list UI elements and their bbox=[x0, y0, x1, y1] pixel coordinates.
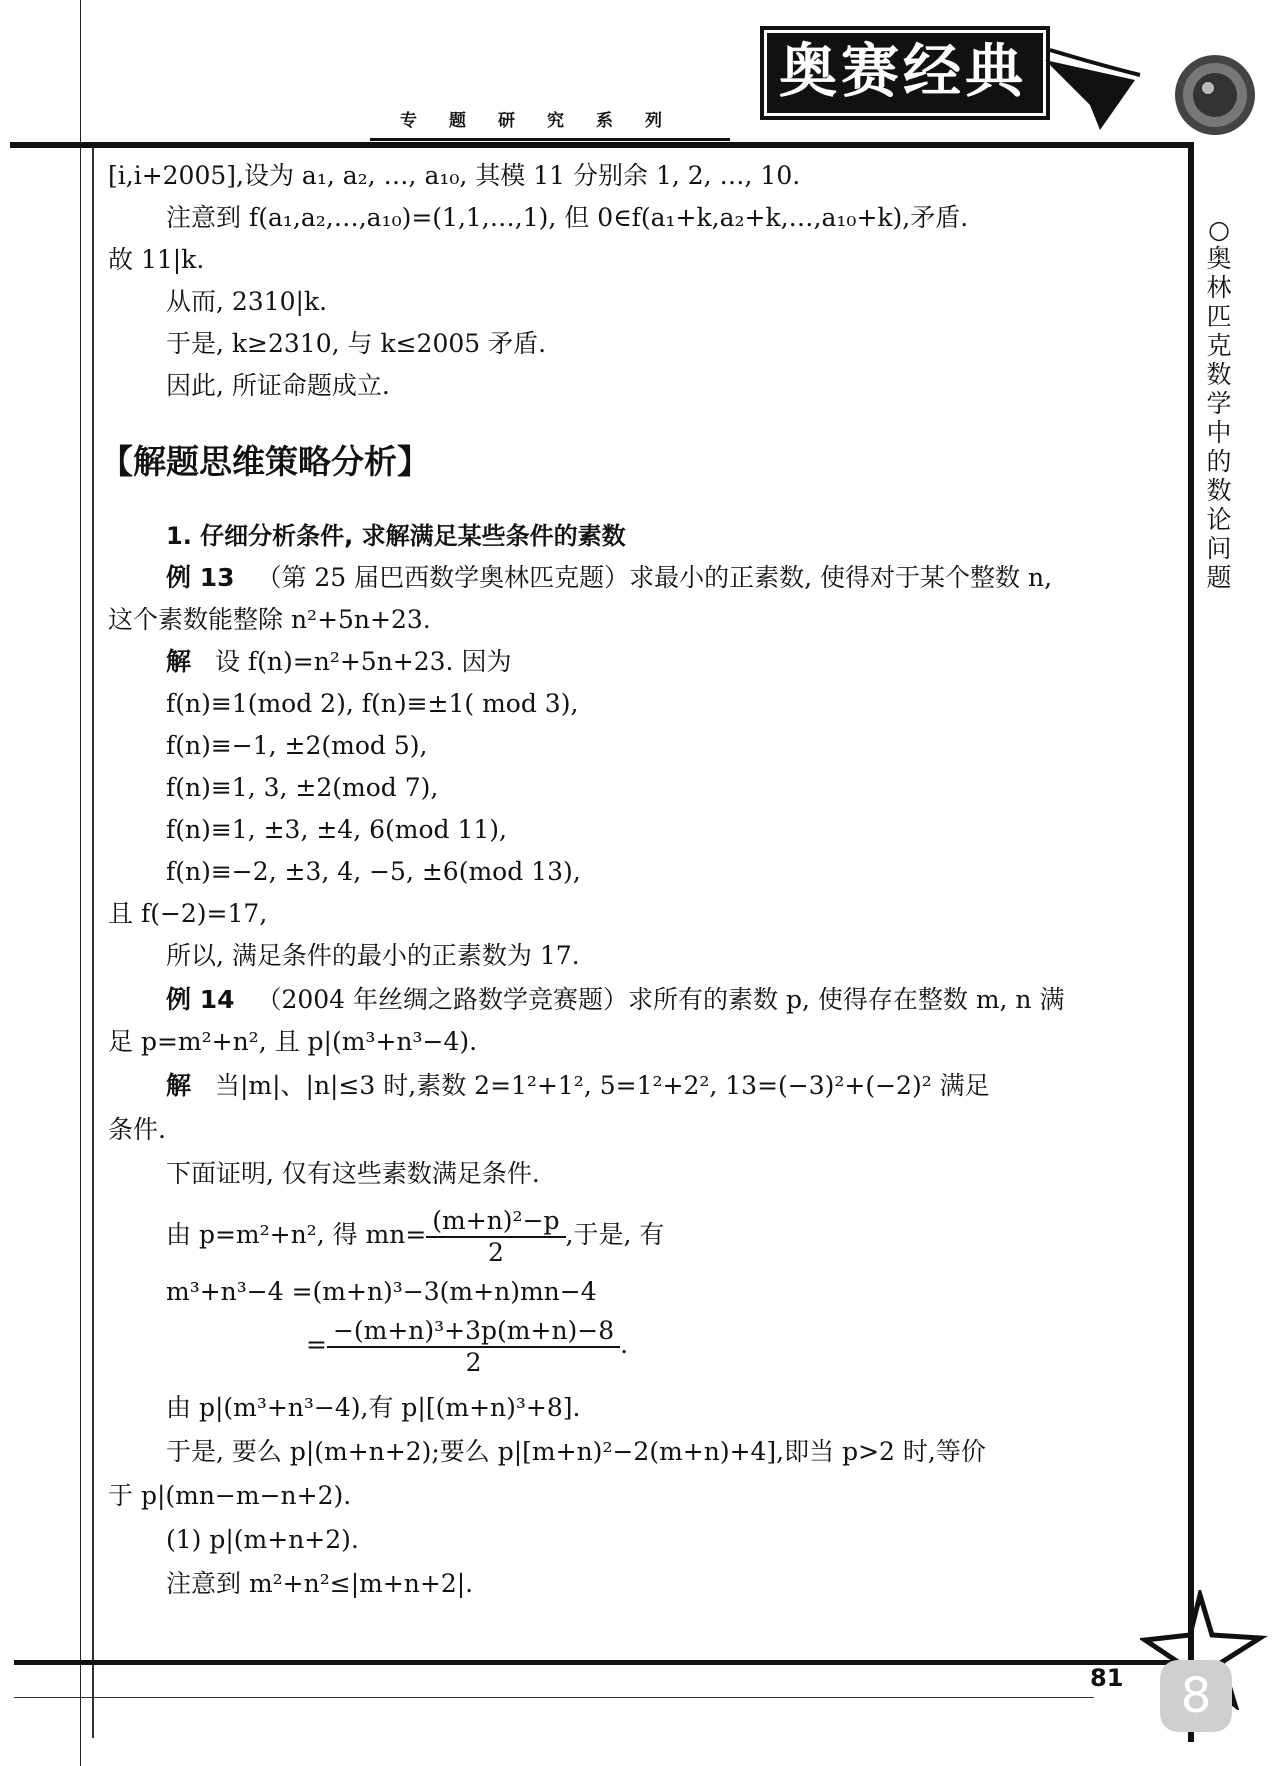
text-line: 足 p=m²+n², 且 p|(m³+n³−4). bbox=[108, 1027, 478, 1056]
frame-line-right bbox=[1188, 142, 1194, 1742]
side-title-char: 论 bbox=[1206, 505, 1232, 534]
text-line: 因此, 所证命题成立. bbox=[166, 371, 390, 400]
side-title-char: 数 bbox=[1206, 360, 1232, 389]
side-title-char: 奥 bbox=[1206, 244, 1232, 273]
example-text: （第 25 届巴西数学奥林匹克题）求最小的正素数, 使得对于某个整数 n, bbox=[256, 563, 1053, 592]
example-label: 例 13 bbox=[166, 563, 235, 592]
text-line: 这个素数能整除 n²+5n+23. bbox=[108, 605, 431, 634]
formula-line: f(n)≡−1, ±2(mod 5), bbox=[166, 731, 428, 760]
example-14-line bbox=[166, 984, 1064, 1016]
solution-14-line bbox=[166, 1070, 990, 1102]
text-line: [i,i+2005],设为 a₁, a₂, …, a₁₀, 其模 11 分别余 1, 2, …, 10. bbox=[108, 161, 801, 190]
formula-text: = bbox=[306, 1330, 327, 1359]
text-line: 于是, k≥2310, 与 k≤2005 矛盾. bbox=[166, 329, 547, 358]
side-title-char: 数 bbox=[1206, 476, 1232, 505]
formula-line: f(n)≡1, 3, ±2(mod 7), bbox=[166, 773, 439, 802]
formula-text: 由 p=m²+n², 得 mn= bbox=[166, 1220, 427, 1249]
side-title-char: 的 bbox=[1206, 447, 1232, 476]
formula-text: ,于是, 有 bbox=[565, 1220, 665, 1249]
side-title-char: ○ bbox=[1208, 215, 1230, 244]
side-title-char: 问 bbox=[1206, 534, 1232, 563]
fraction-numerator: −(m+n)³+3p(m+n)−8 bbox=[327, 1316, 620, 1348]
section-heading: 【解题思维策略分析】 bbox=[100, 442, 430, 481]
text-line: 于 p|(mn−m−n+2). bbox=[108, 1481, 352, 1510]
frame-line-left bbox=[80, 0, 81, 1766]
side-title-char: 学 bbox=[1206, 389, 1232, 418]
formula-line: m³+n³−4 =(m+n)³−3(m+n)mn−4 bbox=[166, 1277, 597, 1306]
side-title-char: 克 bbox=[1206, 331, 1232, 360]
example-label: 例 14 bbox=[166, 985, 235, 1014]
formula-line: f(n)≡1(mod 2), f(n)≡±1( mod 3), bbox=[166, 689, 579, 718]
fraction-denominator: 2 bbox=[465, 1347, 482, 1377]
solution-text: 设 f(n)=n²+5n+23. 因为 bbox=[214, 647, 512, 676]
side-title-char: 匹 bbox=[1206, 302, 1232, 331]
page-number: 81 bbox=[1090, 1664, 1124, 1692]
formula-line: f(n)≡−2, ±3, 4, −5, ±6(mod 13), bbox=[166, 857, 581, 886]
side-title-char: 林 bbox=[1206, 273, 1232, 302]
solution-label: 解 bbox=[166, 647, 192, 676]
brand-title: 奥赛经典 bbox=[778, 37, 1027, 105]
series-label: 专题研究系列 bbox=[400, 111, 694, 131]
formula-text: . bbox=[620, 1330, 629, 1359]
fraction-denominator: 2 bbox=[487, 1237, 504, 1267]
footer-rule-thin bbox=[14, 1697, 1094, 1698]
example-13-line bbox=[166, 562, 1052, 594]
footer-rule bbox=[14, 1660, 1196, 1665]
fraction-numerator: (m+n)²−p bbox=[426, 1206, 565, 1238]
text-line: (1) p|(m+n+2). bbox=[166, 1525, 359, 1554]
formula-line bbox=[306, 1314, 628, 1378]
text-line: 从而, 2310|k. bbox=[166, 287, 328, 316]
example-text: （2004 年丝绸之路数学竞赛题）求所有的素数 p, 使得存在整数 m, n 满 bbox=[256, 985, 1065, 1014]
formula-line: 由 p|(m³+n³−4),有 p|[(m+n)³+8]. bbox=[166, 1393, 581, 1422]
solution-text: 当|m|、|n|≤3 时,素数 2=1²+1², 5=1²+2², 13=(−3)²+(−2)² 满足 bbox=[214, 1071, 990, 1100]
side-title-char: 题 bbox=[1206, 563, 1232, 592]
fraction bbox=[426, 1206, 565, 1268]
solution-label: 解 bbox=[166, 1071, 192, 1100]
frame-line-left-inner bbox=[92, 148, 94, 1738]
text-line: 下面证明, 仅有这些素数满足条件. bbox=[166, 1159, 540, 1188]
side-title-char: 中 bbox=[1206, 418, 1232, 447]
subsection-heading: 1. 仔细分析条件, 求解满足某些条件的素数 bbox=[166, 522, 626, 550]
text-line: 注意到 m²+n²≤|m+n+2|. bbox=[166, 1569, 474, 1598]
brand-ribbon-icon bbox=[1040, 20, 1260, 140]
page-badge: 8 bbox=[1160, 1660, 1232, 1732]
formula-line: 且 f(−2)=17, bbox=[108, 899, 268, 928]
formula-line: f(n)≡1, ±3, ±4, 6(mod 11), bbox=[166, 815, 507, 844]
text-line: 故 11|k. bbox=[108, 245, 205, 274]
formula-line bbox=[166, 1204, 664, 1268]
side-title bbox=[1203, 215, 1235, 592]
text-line: 所以, 满足条件的最小的正素数为 17. bbox=[166, 941, 580, 970]
text-line: 注意到 f(a₁,a₂,…,a₁₀)=(1,1,…,1), 但 0∈f(a₁+k,a₂+k,…,a₁₀+k),矛盾. bbox=[166, 203, 969, 232]
solution-13-line bbox=[166, 646, 511, 678]
fraction bbox=[327, 1316, 620, 1378]
header-rule bbox=[10, 142, 1192, 148]
text-line: 条件. bbox=[108, 1115, 166, 1144]
text-line: 于是, 要么 p|(m+n+2);要么 p|[m+n)²−2(m+n)+4],即当 p>2 时,等价 bbox=[166, 1437, 986, 1466]
